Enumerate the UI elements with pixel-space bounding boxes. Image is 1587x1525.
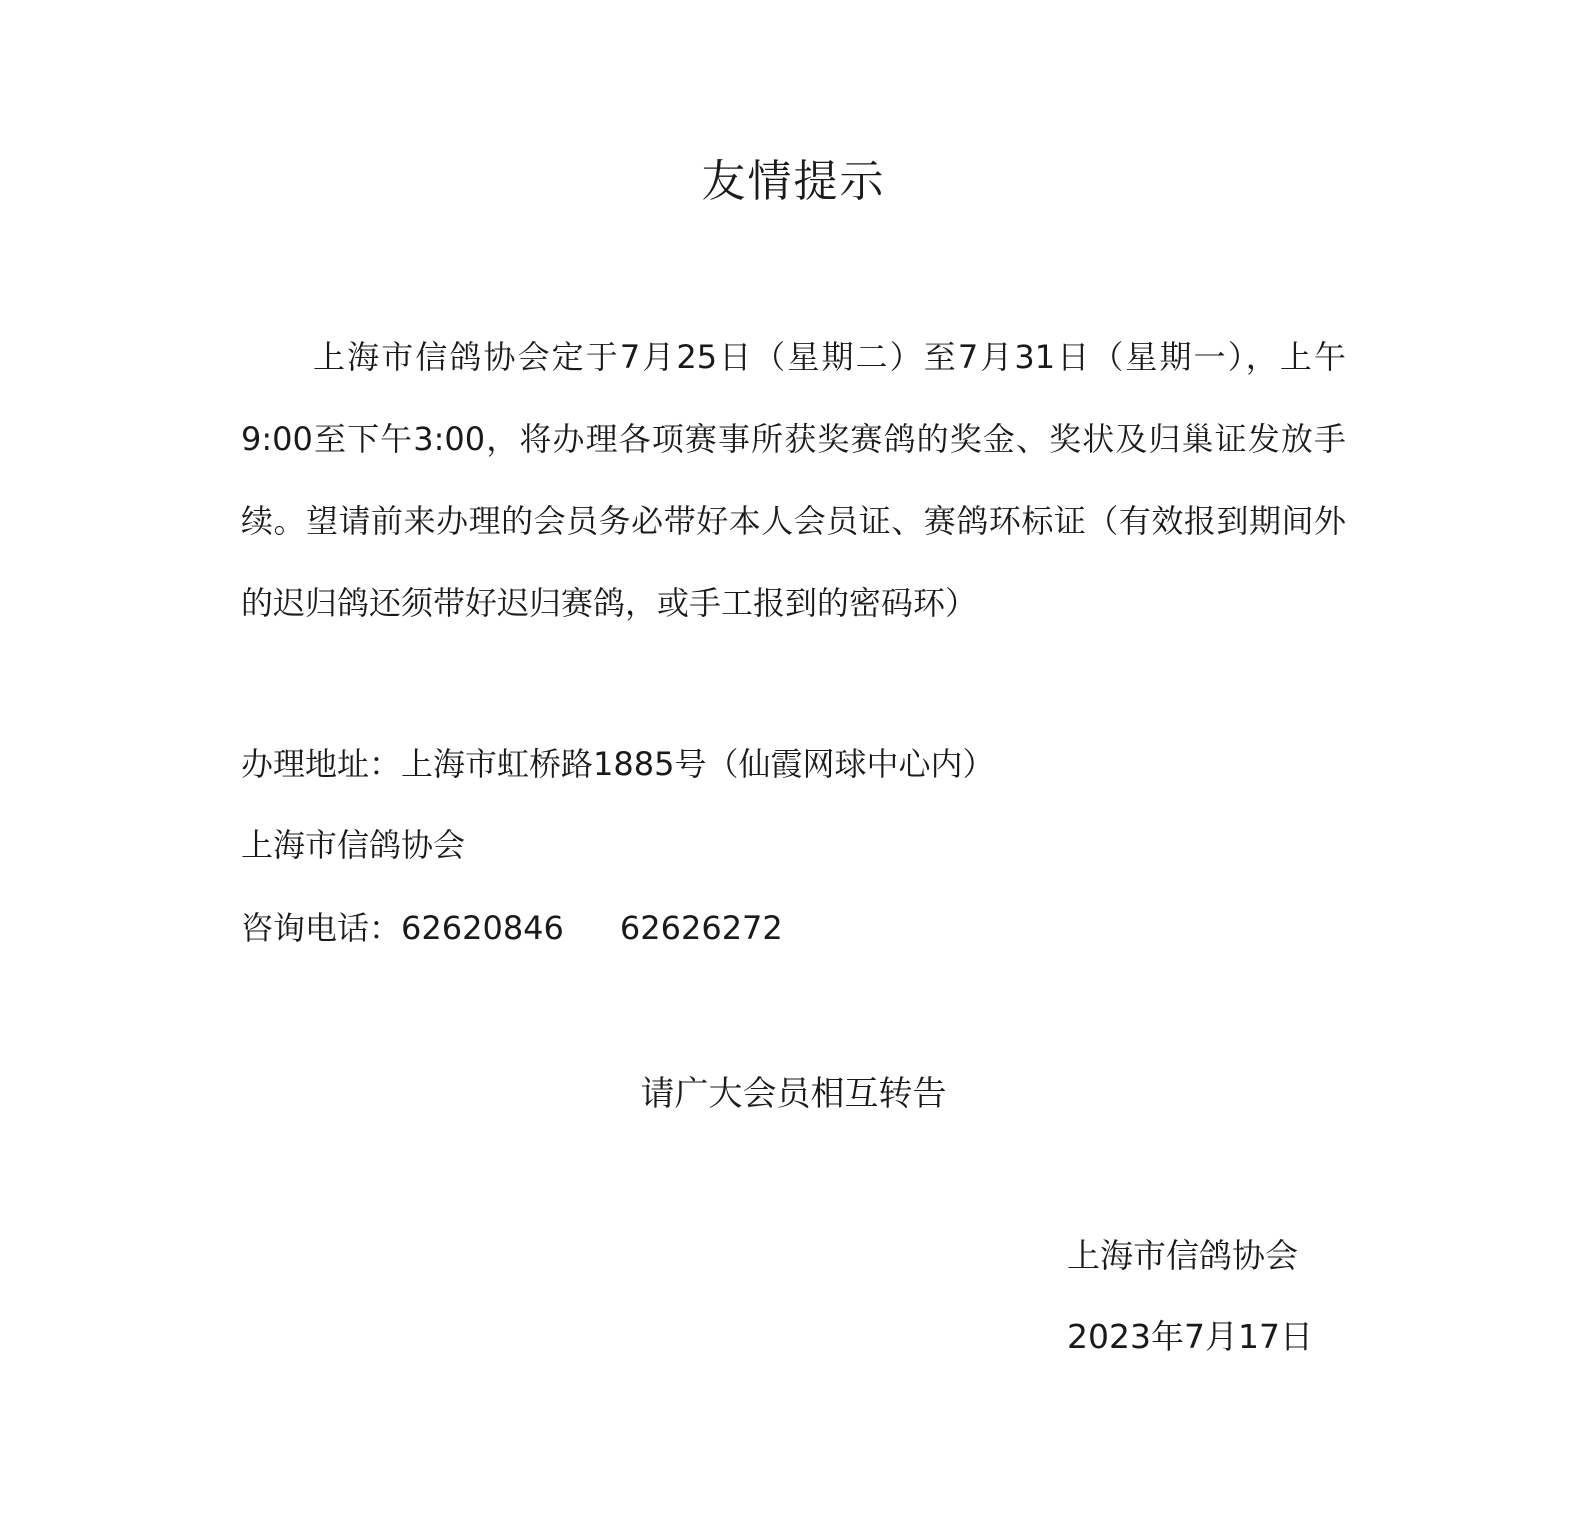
phone-label: 咨询电话： bbox=[241, 909, 402, 947]
notice-text: 请广大会员相互转告 bbox=[640, 1074, 947, 1114]
signature-organization: 上海市信鸽协会 bbox=[1067, 1236, 1298, 1275]
organization-name: 上海市信鸽协会 bbox=[241, 826, 466, 864]
phone-number-2: 62626272 bbox=[619, 909, 783, 947]
address-label: 办理地址： bbox=[241, 745, 402, 783]
address-value: 上海市虹桥路1885号（仙霞网球中心内） bbox=[401, 745, 995, 783]
address-line bbox=[241, 734, 994, 794]
signature-date: 2023年7月17日 bbox=[1067, 1317, 1313, 1356]
document-title: 友情提示 bbox=[701, 156, 886, 207]
phone-number-1: 62620846 bbox=[401, 909, 564, 947]
body-paragraph: 上海市信鸽协会定于7月25日（星期二）至7月31日（星期一），上午9:00至下午3:00，将办理各项赛事所获奖赛鸽的奖金、奖状及归巢证发放手续。望请前来办理的会员务必带好本人会员证、赛鸽环标证（有效报到期间外的迟归鸽还须带好迟归赛鸽，或手工报到的密码环） bbox=[241, 338, 1346, 622]
phone-line bbox=[241, 898, 783, 958]
